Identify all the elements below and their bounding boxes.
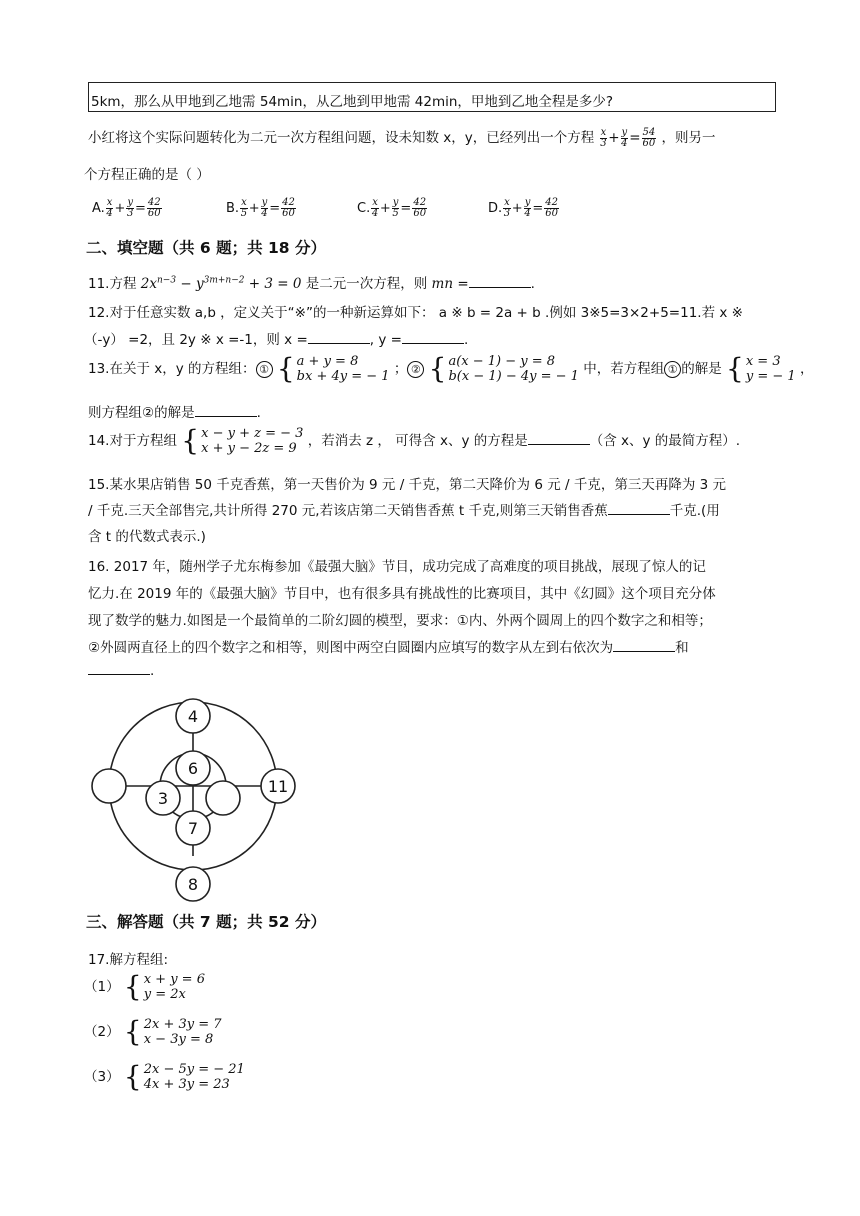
q11: 11.方程 $2x^{n-3} - y^{3m+n-2} + 3 = 0$ 是二元一次方程，则 mn = . xyxy=(88,275,535,292)
q10-option-d[interactable]: D. $\frac{x}{3}$ + $\frac{y}{4}$ = $\frac{42}{60}$ xyxy=(488,197,558,219)
q11-answer-blank[interactable] xyxy=(469,275,531,288)
q10-option-c[interactable]: C. $\frac{x}{4}$ + $\frac{y}{5}$ = $\frac{42}{60}$ xyxy=(357,197,427,219)
q17-part-3: （3） { 2x − 5y = − 21 4x + 3y = 23 xyxy=(84,1060,245,1093)
label-inner-left: 3 xyxy=(157,789,169,808)
q17-title: 17.解方程组: xyxy=(88,952,169,968)
label-outer-top: 4 xyxy=(187,707,199,726)
q16-answer-blank-1[interactable] xyxy=(613,639,675,652)
magic-circle-diagram xyxy=(88,698,308,903)
label-inner-top: 6 xyxy=(187,759,199,778)
problem-text-box xyxy=(88,82,776,112)
section-3-title: 三、解答题（共 7 题；共 52 分） xyxy=(86,913,326,931)
label-outer-bottom: 8 xyxy=(187,875,199,894)
q16-line1: 16. 2017 年，随州学子尤东梅参加《最强大脑》节目，成功完成了高难度的项目挑战，展现了惊人的记 xyxy=(88,559,706,575)
q12-x-blank[interactable] xyxy=(308,331,370,344)
q12-line2: （-y） =2，且 2y ※ x =-1，则 x = , y = . xyxy=(84,332,469,348)
q13-line2: 则方程组②的解是 . xyxy=(88,405,261,421)
q17-part-1: （1） { x + y = 6 y = 2x xyxy=(84,970,205,1003)
q15-line2: / 千克.三天全部售完,共计所得 270 元,若该店第二天销售香蕉 t 千克,则第三天销售香蕉 千克.(用 xyxy=(88,503,720,519)
q12-line1: 12.对于任意实数 a,b ，定义关于“※”的一种新运算如下： a ※ b = 2a + b .例如 3※5=3×2+5=11.若 x ※ xyxy=(88,305,743,321)
q10-option-b[interactable]: B. $\frac{x}{5}$ + $\frac{y}{4}$ = $\frac{42}{60}$ xyxy=(226,197,295,219)
problem-text: 5km，那么从甲地到乙地需 54min，从乙地到甲地需 42min，甲地到乙地全程是多少? xyxy=(91,94,614,110)
q10-given-equation: $\frac{x}{3}$ + $\frac{y}{4}$ = $\frac{54}{60}$ xyxy=(600,127,656,149)
label-inner-bottom: 7 xyxy=(187,819,199,838)
node-inner-right[interactable] xyxy=(206,781,240,815)
label-outer-right: 11 xyxy=(267,777,289,796)
q16-line3: 现了数学的魅力.如图是一个最简单的二阶幻圆的模型，要求：①内、外两个圆周上的四个数字之和相等； xyxy=(88,613,712,629)
q14: 14.对于方程组 { x − y + z = − 3 x + y − 2z = 9 ，若消去 z ， 可得含 x、y 的方程是 （含 x、y 的最简方程）. xyxy=(88,424,741,457)
q14-answer-blank[interactable] xyxy=(528,432,590,445)
q10-line1 xyxy=(88,126,716,149)
q15-line1: 15.某水果店销售 50 千克香蕉，第一天售价为 9 元 / 千克，第二天降价为 6 元 / 千克，第三天再降为 3 元 xyxy=(88,477,727,493)
q16-line2: 忆力.在 2019 年的《最强大脑》节目中，也有很多具有挑战性的比赛项目，其中《幻圆》这个项目充分体 xyxy=(88,586,716,602)
q13-line1: 13.在关于 x，y 的方程组： ① { a + y = 8 bx + 4y = − 1 ； ② { a(x − 1) − y = 8 b(x − 1) − 4y = − 1 中，若方程组 ① 的解是 { x = 3 y = − 1 ， xyxy=(88,352,814,385)
q13-answer-blank[interactable] xyxy=(195,404,257,417)
q10-option-a[interactable]: A. $\frac{x}{4}$ + $\frac{y}{3}$ = $\frac{42}{60}$ xyxy=(92,197,161,219)
q10-prefix: 小红将这个实际问题转化为二元一次方程组问题，设未知数 x，y，已经列出一个方程 xyxy=(88,130,595,146)
q10-line2: 个方程正确的是（ ） xyxy=(84,167,210,183)
q16-line5: . xyxy=(88,662,154,679)
node-outer-left[interactable] xyxy=(92,769,126,803)
section-2-title: 二、填空题（共 6 题；共 18 分） xyxy=(86,239,326,257)
q10-suffix: ，则另一 xyxy=(661,130,716,146)
q15-line3: 含 t 的代数式表示.) xyxy=(88,529,206,545)
q16-answer-blank-2[interactable] xyxy=(88,662,150,675)
q17-part-2: （2） { 2x + 3y = 7 x − 3y = 8 xyxy=(84,1015,222,1048)
q12-y-blank[interactable] xyxy=(402,331,464,344)
q15-answer-blank[interactable] xyxy=(608,502,670,515)
q16-line4: ②外圆两直径上的四个数字之和相等，则图中两空白圆圈内应填写的数字从左到右依次为 和 xyxy=(88,640,689,656)
